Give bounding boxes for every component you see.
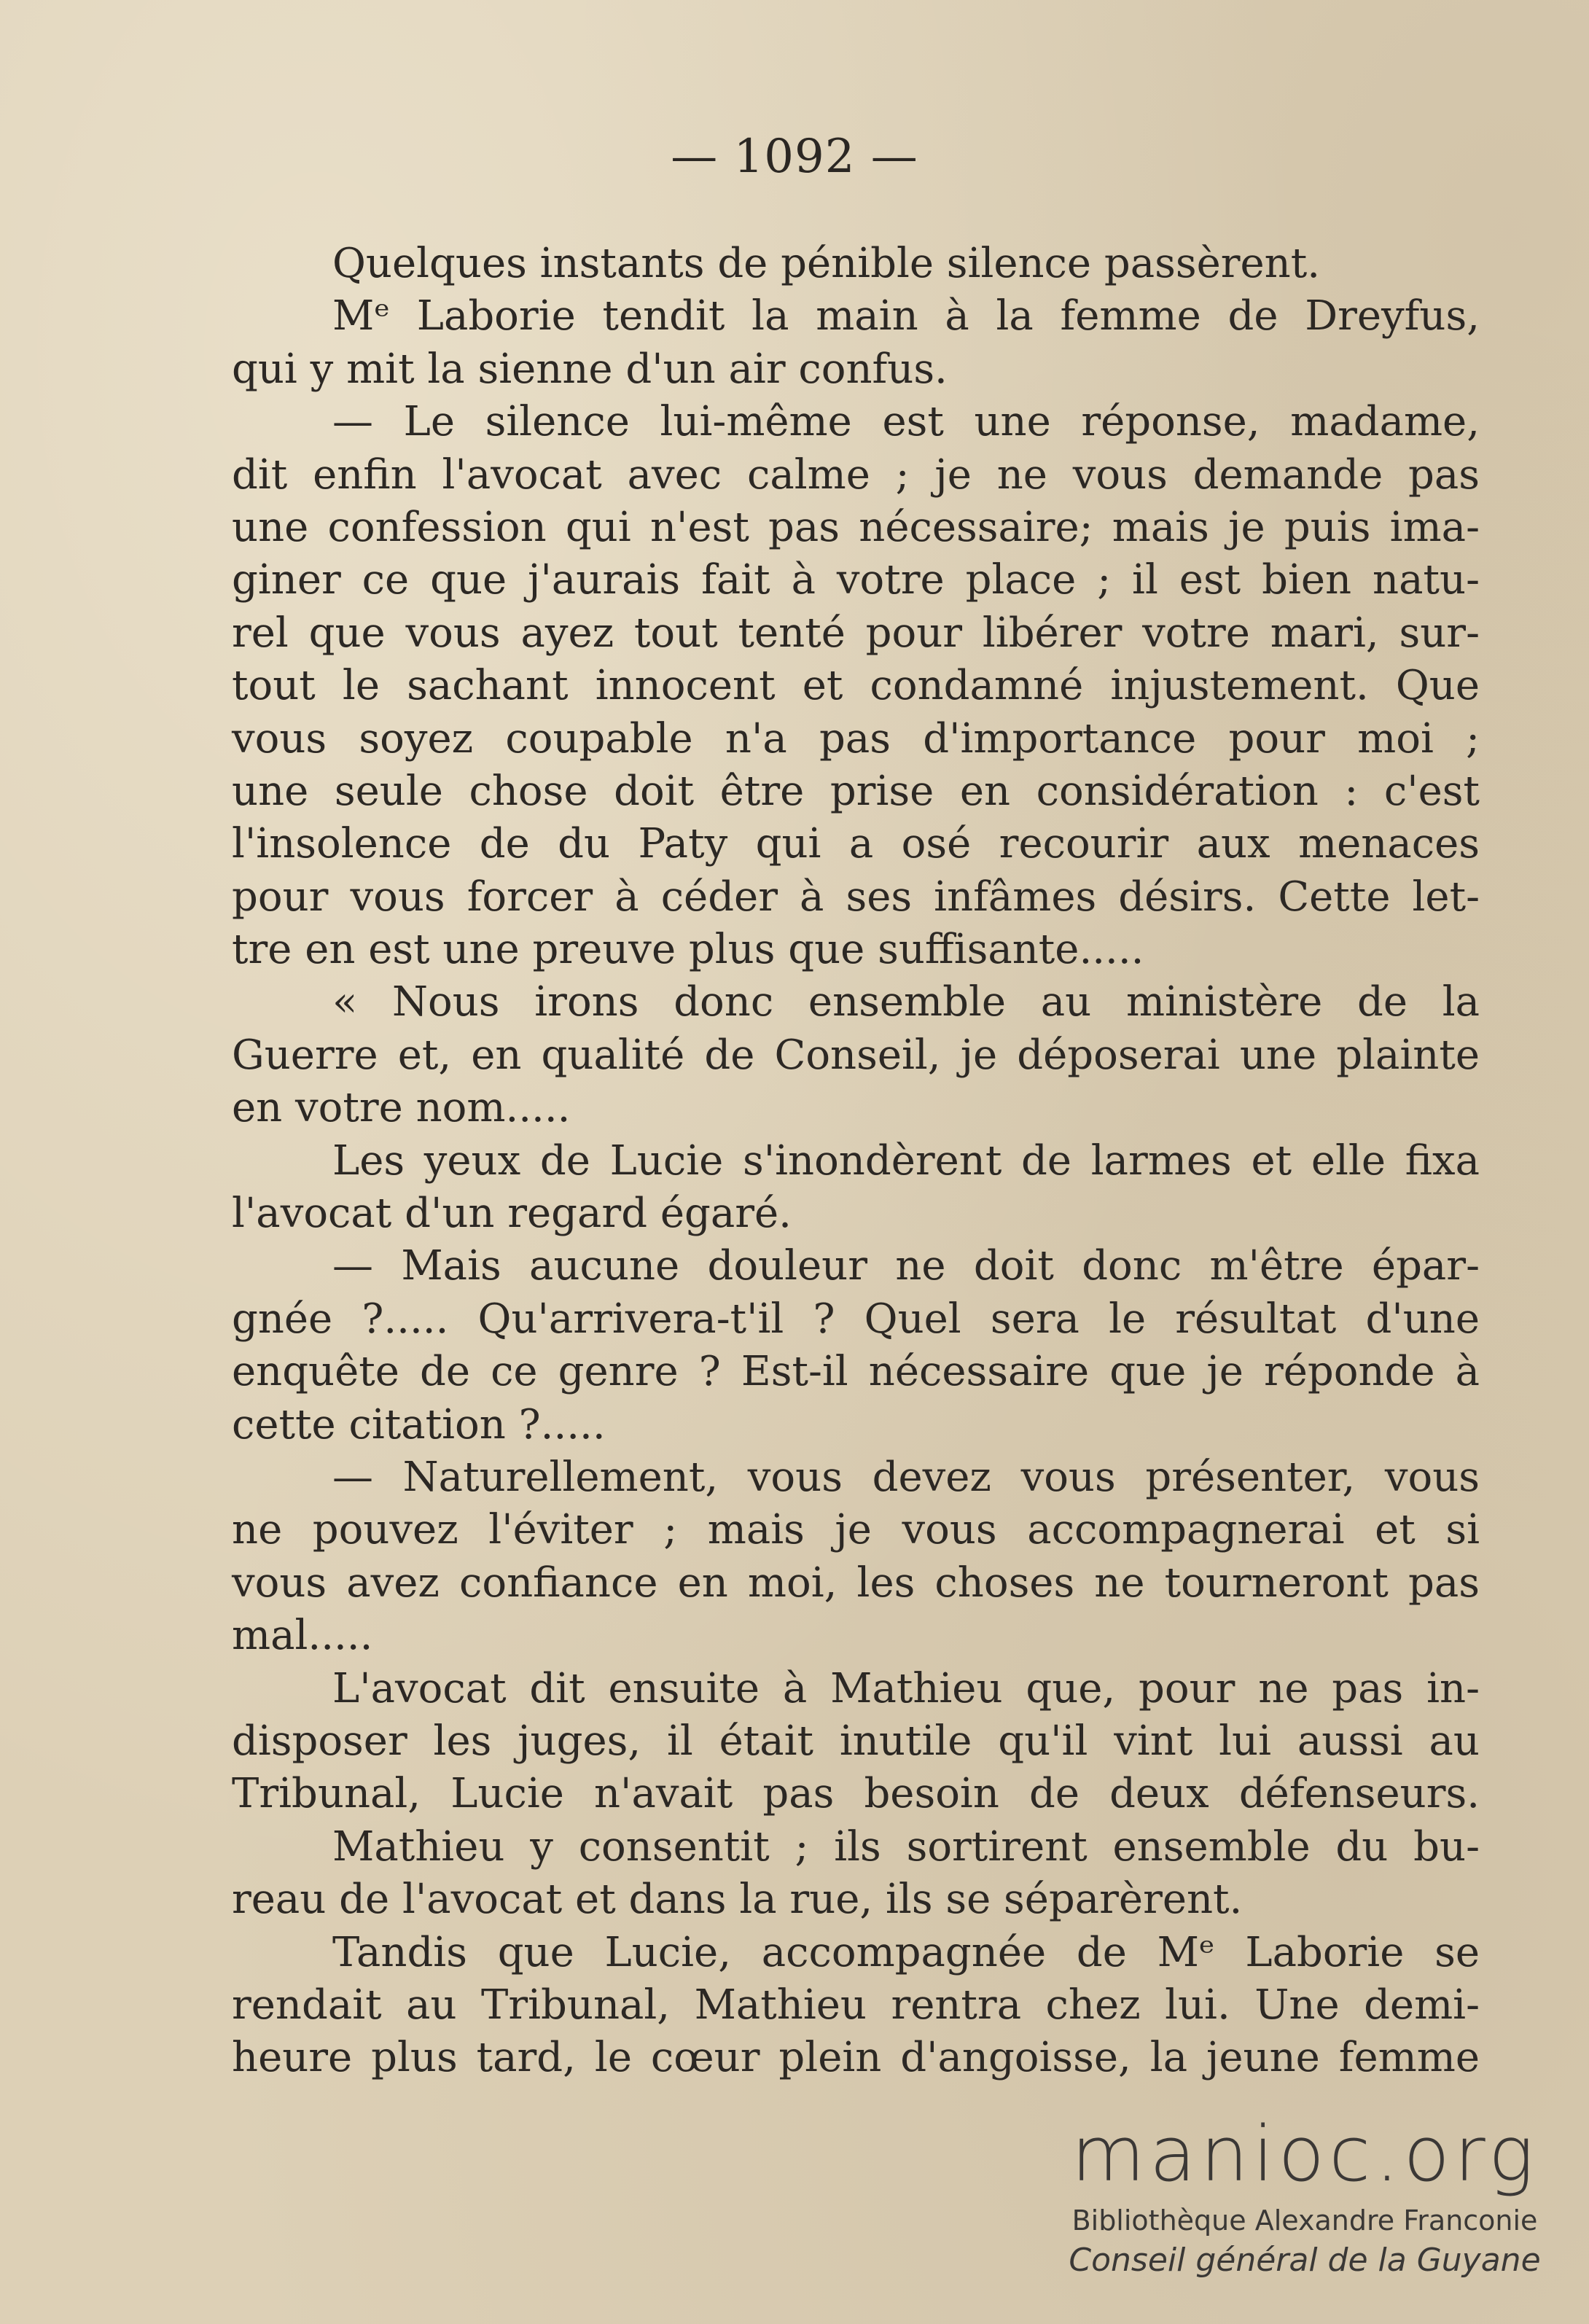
text-line: gnée ?..... Qu'arrivera-t'il ? Quel sera le résultat d'une	[232, 1295, 1480, 1343]
text-line: enquête de ce genre ? Est-il nécessaire que je réponde à	[232, 1348, 1480, 1396]
text-line: tre en est une preuve plus que suffisante.....	[232, 926, 1144, 974]
text-line: Tribunal, Lucie n'avait pas besoin de deux défenseurs.	[232, 1770, 1480, 1818]
text-line: L'avocat dit ensuite à Mathieu que, pour ne pas in-	[332, 1664, 1480, 1712]
text-line: — Naturellement, vous devez vous présenter, vous	[332, 1453, 1480, 1501]
text-line: pour vous forcer à céder à ses infâmes désirs. Cette let-	[232, 873, 1480, 921]
text-line: une seule chose doit être prise en considération : c'est	[232, 767, 1480, 815]
text-line: giner ce que j'aurais fait à votre place ; il est bien natu-	[232, 556, 1480, 604]
text-line: Mᵉ Laborie tendit la main à la femme de Dreyfus,	[332, 292, 1480, 340]
text-line: Quelques instants de pénible silence passèrent.	[332, 240, 1320, 287]
text-line: « Nous irons donc ensemble au ministère de la	[332, 978, 1480, 1026]
manioc-watermark	[1050, 2110, 1560, 2282]
text-line: vous avez confiance en moi, les choses ne tourneront pas	[232, 1559, 1480, 1607]
text-line: une confession qui n'est pas nécessaire; mais je puis ima-	[232, 503, 1480, 551]
library-name: Bibliothèque Alexandre Franconie	[1071, 2204, 1538, 2237]
text-line: disposer les juges, il était inutile qu'il vint lui aussi au	[232, 1717, 1480, 1765]
text-line: en votre nom.....	[232, 1084, 571, 1132]
text-line: Les yeux de Lucie s'inondèrent de larmes et elle fixa	[332, 1136, 1480, 1185]
text-line: — Mais aucune douleur ne doit donc m'être épar-	[332, 1242, 1480, 1290]
text-line: mal.....	[232, 1612, 373, 1660]
text-line: reau de l'avocat et dans la rue, ils se séparèrent.	[232, 1876, 1243, 1924]
text-line: l'avocat d'un regard égaré.	[232, 1190, 792, 1238]
text-line: ne pouvez l'éviter ; mais je vous accompagnerai et si	[232, 1506, 1480, 1554]
page-number: — 1092 —	[671, 130, 918, 184]
text-line: Tandis que Lucie, accompagnée de Mᵉ Laborie se	[332, 1928, 1480, 1976]
text-line: tout le sachant innocent et condamné injustement. Que	[232, 662, 1480, 710]
text-line: heure plus tard, le cœur plein d'angoisse, la jeune femme	[232, 2034, 1480, 2082]
text-line: Guerre et, en qualité de Conseil, je déposerai une plainte	[232, 1031, 1480, 1079]
text-line: l'insolence de du Paty qui a osé recourir aux menaces	[232, 820, 1480, 868]
text-line: qui y mit la sienne d'un air confus.	[232, 345, 948, 393]
text-line: vous soyez coupable n'a pas d'importance pour moi ;	[232, 714, 1480, 763]
institution-name: Conseil général de la Guyane	[1069, 2242, 1541, 2279]
text-line: — Le silence lui-même est une réponse, madame,	[332, 398, 1480, 446]
body-text	[232, 238, 1480, 2085]
text-line: rendait au Tribunal, Mathieu rentra chez lui. Une demi-	[232, 1981, 1480, 2029]
text-line: dit enfin l'avocat avec calme ; je ne vous demande pas	[232, 451, 1480, 499]
text-line: cette citation ?.....	[232, 1400, 606, 1448]
manioc-logo: manioc.org	[1071, 2110, 1539, 2199]
text-line: rel que vous ayez tout tenté pour libérer votre mari, sur-	[232, 609, 1480, 657]
text-line: Mathieu y consentit ; ils sortirent ensemble du bu-	[332, 1822, 1480, 1871]
